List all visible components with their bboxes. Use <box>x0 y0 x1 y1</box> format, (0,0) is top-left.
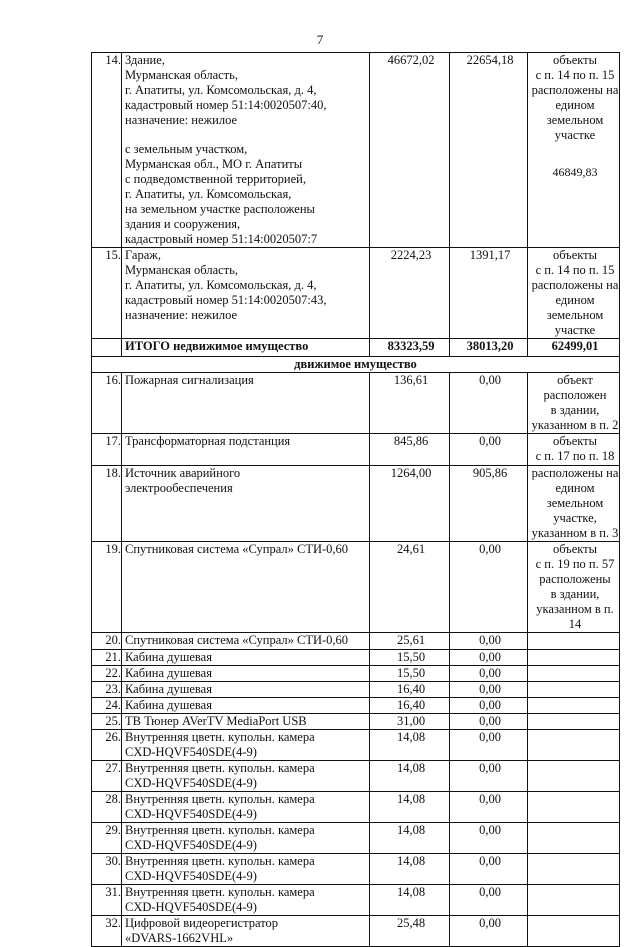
table-row <box>92 434 620 466</box>
table-row <box>92 633 620 650</box>
value-col-1: 14,08 <box>370 761 450 792</box>
row-description: Внутренняя цветн. купольн. камера CXD-HQVF540SDE(4-9) <box>122 854 370 885</box>
value-col-2: 0,00 <box>450 682 528 698</box>
value-col-1: 31,00 <box>370 714 450 730</box>
row-number: 28. <box>92 792 122 823</box>
row-note <box>528 682 620 698</box>
value-col-2: 905,86 <box>450 466 528 542</box>
table-row <box>92 823 620 854</box>
page-number: 7 <box>316 32 324 47</box>
section-heading: движимое имущество <box>92 357 620 373</box>
value-col-1: 15,50 <box>370 666 450 682</box>
value-col-2: 0,00 <box>450 730 528 761</box>
table-row <box>92 248 620 339</box>
value-col-2: 22654,18 <box>450 53 528 248</box>
row-number: 21. <box>92 650 122 666</box>
row-description: Гараж, Мурманская область, г. Апатиты, ул. Комсомольская, д. 4, кадастровый номер 51:14:0020507:43, назначение: нежилое <box>122 248 370 339</box>
row-note <box>528 666 620 682</box>
row-description: Спутниковая система «Супрал» СТИ-0,60 <box>122 542 370 633</box>
value-col-1: 14,08 <box>370 792 450 823</box>
table-row <box>92 682 620 698</box>
movable-rows <box>92 373 620 947</box>
row-number: 22. <box>92 666 122 682</box>
row-note: объекты с п. 17 по п. 18 <box>528 434 620 466</box>
value-col-1: 16,40 <box>370 698 450 714</box>
row-description: Кабина душевая <box>122 666 370 682</box>
value-col-1: 845,86 <box>370 434 450 466</box>
row-description: ТВ Тюнер AVerTV MediaPort USB <box>122 714 370 730</box>
row-number: 15. <box>92 248 122 339</box>
total-value-3: 62499,01 <box>528 339 620 357</box>
table-row <box>92 542 620 633</box>
value-col-1: 25,48 <box>370 916 450 947</box>
row-description: Внутренняя цветн. купольн. камера CXD-HQVF540SDE(4-9) <box>122 823 370 854</box>
value-col-1: 15,50 <box>370 650 450 666</box>
row-number: 16. <box>92 373 122 434</box>
row-description: Кабина душевая <box>122 682 370 698</box>
row-description <box>122 53 370 248</box>
total-value-1: 83323,59 <box>370 339 450 357</box>
value-col-2: 0,00 <box>450 434 528 466</box>
row-description: Источник аварийного электрообеспечения <box>122 466 370 542</box>
row-note <box>528 650 620 666</box>
row-number: 23. <box>92 682 122 698</box>
row-number: 32. <box>92 916 122 947</box>
row-note: объект расположен в здании, указанном в п. 2 <box>528 373 620 434</box>
value-col-2: 0,00 <box>450 373 528 434</box>
value-col-1: 46672,02 <box>370 53 450 248</box>
row-number: 17. <box>92 434 122 466</box>
row-description: Внутренняя цветн. купольн. камера CXD-HQVF540SDE(4-9) <box>122 730 370 761</box>
row-note: объекты с п. 19 по п. 57 расположены в здании, указанном в п. 14 <box>528 542 620 633</box>
table-row <box>92 885 620 916</box>
table-row <box>92 730 620 761</box>
table-row <box>92 916 620 947</box>
row-note <box>528 633 620 650</box>
row-number: 19. <box>92 542 122 633</box>
value-col-2: 0,00 <box>450 650 528 666</box>
value-col-2: 0,00 <box>450 542 528 633</box>
row-note <box>528 885 620 916</box>
row-description: Спутниковая система «Супрал» СТИ-0,60 <box>122 633 370 650</box>
value-col-2: 0,00 <box>450 916 528 947</box>
row-note <box>528 53 620 248</box>
row-description: Кабина душевая <box>122 698 370 714</box>
value-col-2: 0,00 <box>450 885 528 916</box>
table-row <box>92 761 620 792</box>
object-description: Здание, Мурманская область, г. Апатиты, ул. Комсомольская, д. 4, кадастровый номер 51:14:0020507:40, назначение: нежилое <box>125 53 327 127</box>
total-label: ИТОГО недвижимое имущество <box>122 339 370 357</box>
row-number: 30. <box>92 854 122 885</box>
table-row <box>92 373 620 434</box>
value-col-2: 0,00 <box>450 714 528 730</box>
row-note: объекты с п. 14 по п. 15 расположены на едином земельном участке <box>528 248 620 339</box>
table-row <box>92 53 620 248</box>
row-description: Кабина душевая <box>122 650 370 666</box>
table-row <box>92 666 620 682</box>
value-col-1: 25,61 <box>370 633 450 650</box>
value-col-2: 0,00 <box>450 823 528 854</box>
value-col-2: 0,00 <box>450 761 528 792</box>
row-number: 14. <box>92 53 122 248</box>
row-description: Цифровой видеорегистратор «DVARS-1662VHL» <box>122 916 370 947</box>
land-value: 46849,83 <box>552 165 598 179</box>
row-number: 18. <box>92 466 122 542</box>
row-note <box>528 714 620 730</box>
row-note <box>528 854 620 885</box>
table-row <box>92 650 620 666</box>
value-col-1: 136,61 <box>370 373 450 434</box>
total-value-2: 38013,20 <box>450 339 528 357</box>
value-col-1: 24,61 <box>370 542 450 633</box>
row-description: Внутренняя цветн. купольн. камера CXD-HQVF540SDE(4-9) <box>122 885 370 916</box>
value-col-2: 1391,17 <box>450 248 528 339</box>
row-note: расположены на едином земельном участке, указанном в п. 3 <box>528 466 620 542</box>
note-text: объекты с п. 14 по п. 15 расположены на едином земельном участке <box>531 53 619 142</box>
row-number: 25. <box>92 714 122 730</box>
row-note <box>528 823 620 854</box>
row-note <box>528 730 620 761</box>
row-description: Внутренняя цветн. купольн. камера CXD-HQVF540SDE(4-9) <box>122 792 370 823</box>
table-row <box>92 698 620 714</box>
value-col-2: 0,00 <box>450 666 528 682</box>
row-note <box>528 761 620 792</box>
value-col-1: 1264,00 <box>370 466 450 542</box>
table-row <box>92 714 620 730</box>
table-row <box>92 466 620 542</box>
section-heading-row <box>92 357 620 373</box>
row-note <box>528 916 620 947</box>
value-col-1: 2224,23 <box>370 248 450 339</box>
table-row <box>92 854 620 885</box>
value-col-2: 0,00 <box>450 792 528 823</box>
value-col-2: 0,00 <box>450 854 528 885</box>
value-col-1: 14,08 <box>370 823 450 854</box>
row-description: Трансформаторная подстанция <box>122 434 370 466</box>
row-note <box>528 698 620 714</box>
row-number: 27. <box>92 761 122 792</box>
value-col-1: 14,08 <box>370 854 450 885</box>
row-description: Внутренняя цветн. купольн. камера CXD-HQVF540SDE(4-9) <box>122 761 370 792</box>
row-description: Пожарная сигнализация <box>122 373 370 434</box>
value-col-2: 0,00 <box>450 698 528 714</box>
land-description: с земельным участком, Мурманская обл., МО г. Апатиты с подведомственной территорией, г. Апатиты, ул. Комсомольская, на земельном участке расположены здания и сооружения, кадастровый номер 51:14:0020507:7 <box>125 142 318 246</box>
row-number: 20. <box>92 633 122 650</box>
value-col-1: 14,08 <box>370 730 450 761</box>
row-number: 29. <box>92 823 122 854</box>
table-row <box>92 792 620 823</box>
row-note <box>528 792 620 823</box>
property-table <box>91 52 620 947</box>
row-number: 31. <box>92 885 122 916</box>
row-number: 26. <box>92 730 122 761</box>
value-col-2: 0,00 <box>450 633 528 650</box>
row-number: 24. <box>92 698 122 714</box>
value-col-1: 16,40 <box>370 682 450 698</box>
total-row <box>92 339 620 357</box>
value-col-1: 14,08 <box>370 885 450 916</box>
